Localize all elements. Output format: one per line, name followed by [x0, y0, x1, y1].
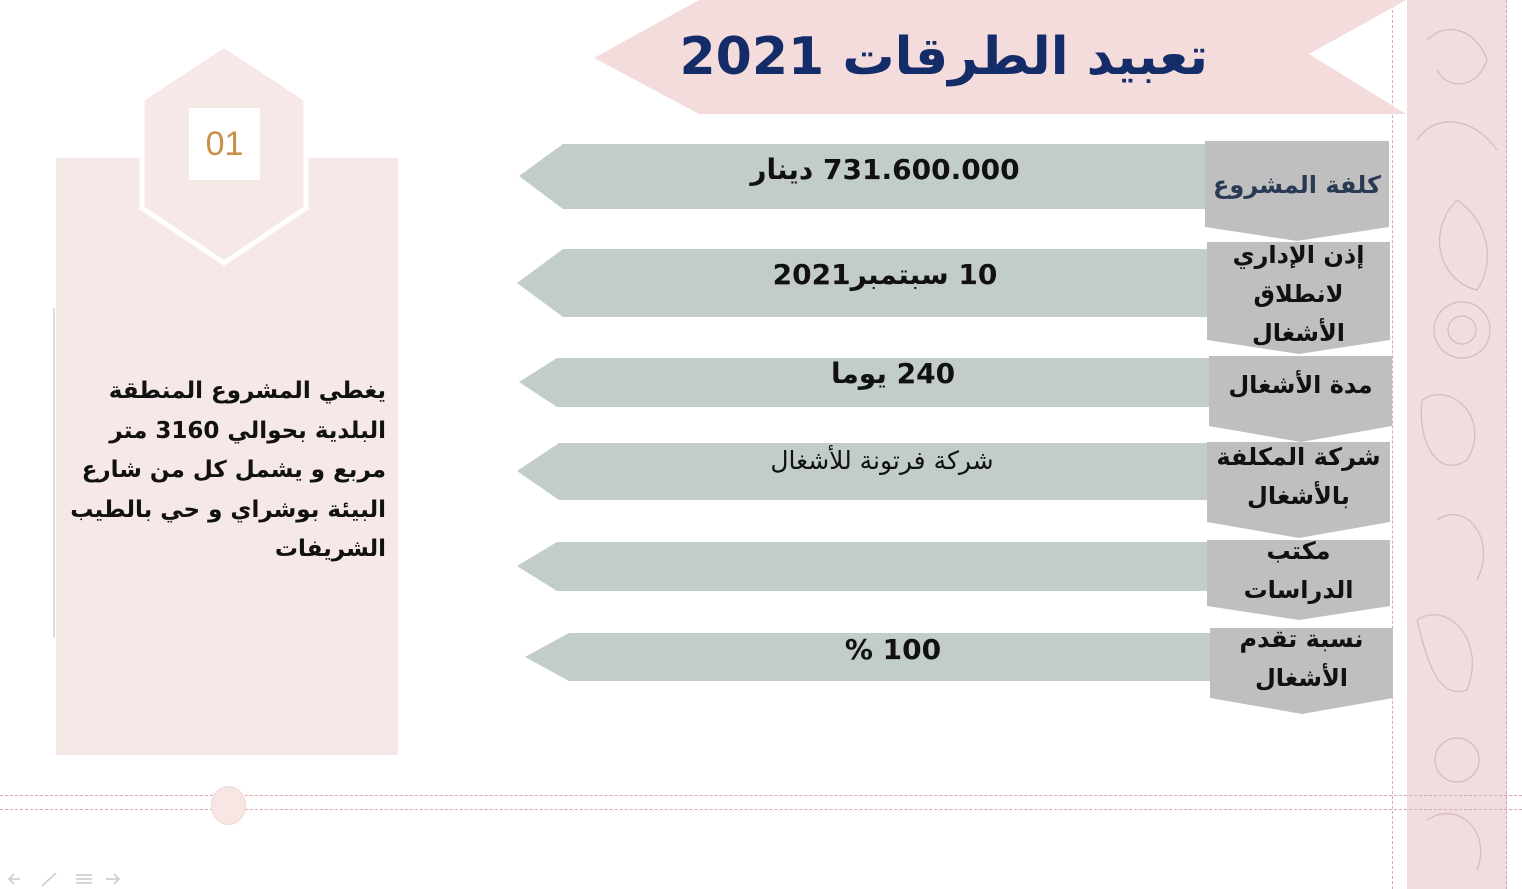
value-contractor: شركة فرتونة للأشغال: [770, 446, 994, 475]
value-works-duration: 240 يوما: [830, 357, 956, 390]
decorative-circle: [211, 786, 246, 825]
menu-icon[interactable]: [76, 875, 92, 883]
value-project-cost: 731.600.000 دينار: [750, 153, 1020, 186]
label-progress: نسبة تقدم الأشغال: [1239, 625, 1364, 692]
label-study-office: مكتب الدراسات: [1243, 537, 1354, 604]
slideshow-controls: [6, 870, 126, 888]
project-description: [64, 372, 386, 570]
description-line: الشريفات: [274, 536, 386, 562]
label-contractor: شركة المكلفة بالأشغال: [1216, 443, 1381, 510]
panel-divider: [53, 308, 55, 638]
label-admin-permit: إذن الإداري لانطلاق الأشغال: [1232, 241, 1365, 347]
pen-icon[interactable]: [42, 873, 56, 886]
value-start-date: 10 سبتمبر2021: [772, 258, 998, 291]
page-title: تعبيد الطرقات 2021: [679, 27, 1208, 87]
guide-line-vertical-right: [1506, 0, 1507, 889]
forward-arrow-icon[interactable]: [106, 874, 119, 884]
row-arrow-study-office: [517, 542, 1217, 591]
section-number: 01: [189, 108, 260, 180]
description-line: البلدية بحوالي 3160 متر: [109, 417, 386, 444]
floral-decoration-icon: [1407, 0, 1507, 889]
back-arrow-icon[interactable]: [9, 874, 20, 884]
label-project-cost: كلفة المشروع: [1213, 171, 1381, 199]
label-works-duration: مدة الأشغال: [1228, 371, 1373, 399]
floral-decoration-strip: [1407, 0, 1507, 889]
description-line: يغطي المشروع المنطقة: [108, 378, 386, 404]
description-line: البيئة بوشراي و حي بالطيب: [70, 496, 386, 523]
guide-line-vertical: [1392, 0, 1393, 889]
description-line: مربع و يشمل كل من شارع: [81, 457, 386, 483]
value-progress: 100 %: [844, 633, 942, 666]
